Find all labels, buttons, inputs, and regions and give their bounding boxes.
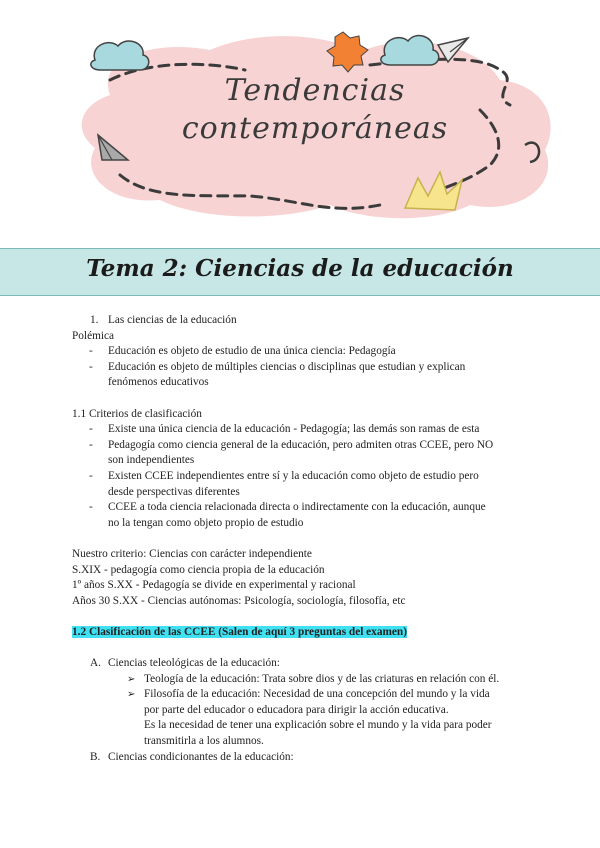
criterio-line: 1º años S.XX - Pedagogía se divide en experimental y racional (72, 579, 356, 592)
alpha-item: A. Ciencias teleológicas de la educación: (90, 657, 280, 670)
list-item-continuation: son independientes (108, 454, 195, 467)
list-item: - Educación es objeto de estudio de una única ciencia: Pedagogía (89, 345, 396, 358)
page-title: Tema 2: Ciencias de la educación (86, 255, 514, 282)
highlighted-heading: 1.2 Clasificación de las CCEE (Salen de aquí 3 preguntas del examen) (72, 625, 407, 638)
arrow-item: ➢ Teología de la educación: Trata sobre dios y de las criaturas en relación con él. (72, 672, 542, 688)
list-item: - Existe una única ciencia de la educación - Pedagogía; las demás son ramas de esta (89, 423, 480, 436)
cloud-icon-right (381, 36, 439, 65)
criterio-line: Años 30 S.XX - Ciencias autónomas: Psicología, sociología, filosofía, etc (72, 594, 406, 607)
arrow-item-continuation: Es la necesidad de tener una explicación sobre el mundo y la vida para poder (144, 719, 492, 732)
list-item: - Pedagogía como ciencia general de la educación, pero admiten otras CCEE, pero NO (89, 438, 494, 451)
alpha-item: B. Ciencias condicionantes de la educación: (90, 750, 294, 763)
header-title (0, 72, 600, 148)
header-title-line1: Tendencias (224, 73, 406, 108)
header-title-line2: contemporáneas (181, 111, 449, 146)
arrow-icon: ➢ (127, 673, 136, 685)
section-label: Polémica (72, 329, 115, 342)
arrow-item-continuation: por parte del educador o educadora para dirigir la acción educativa. (144, 703, 449, 716)
cloud-icon-left (91, 41, 149, 70)
list-item-continuation: desde perspectivas diferentes (108, 485, 240, 498)
document-body (72, 313, 542, 765)
list-item: - CCEE a toda ciencia relacionada directa o indirectamente con la educación, aunque (89, 501, 486, 514)
arrow-item: ➢ Filosofía de la educación: Necesidad de una concepción del mundo y la vida (72, 687, 542, 703)
subsection-heading: 1.1 Criterios de clasificación (72, 407, 202, 420)
section-heading: 1. Las ciencias de la educación (90, 314, 237, 326)
criterio-line: Nuestro criterio: Ciencias con carácter independiente (72, 547, 312, 560)
list-item: - Existen CCEE independientes entre sí y la educación como objeto de estudio pero (89, 469, 479, 482)
list-item-continuation: fenómenos educativos (108, 376, 209, 389)
arrow-item-continuation: transmitirla a los alumnos. (144, 735, 264, 748)
list-item-continuation: no la tengan como objeto propio de estudio (108, 516, 304, 529)
arrow-icon: ➢ (127, 689, 136, 701)
list-item: - Educación es objeto de múltiples ciencias o disciplinas que estudian y explican (89, 360, 466, 373)
criterio-line: S.XIX - pedagogía como ciencia propia de la educación (72, 563, 325, 576)
